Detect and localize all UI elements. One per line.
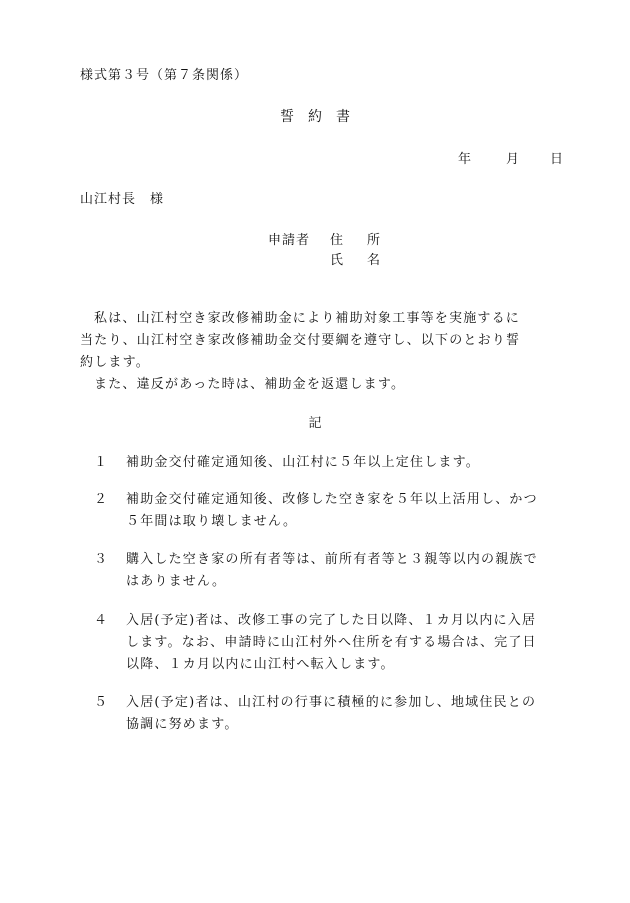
pledge-line-1: 私は、山江村空き家改修補助金により補助対象工事等を実施するに (94, 311, 521, 326)
item-line: します。なお、申請時に山江村外へ住所を有する場合は、完了日 (126, 635, 537, 650)
list-item (94, 549, 584, 593)
address-label: 住所 (330, 233, 405, 248)
date-day-label: 日 (550, 152, 564, 167)
ki-heading: 記 (308, 416, 322, 431)
item-line: 以降、１カ月以内に山江村へ転入します。 (126, 657, 395, 672)
applicant-label: 申請者 (268, 233, 311, 248)
date-year-label: 年 (458, 152, 472, 167)
item-line: 入居(予定)者は、山江村の行事に積極的に参加し、地域住民との (126, 695, 537, 710)
item-line: 購入した空き家の所有者等は、前所有者等と３親等以内の親族で (126, 552, 538, 567)
form-number: 様式第３号（第７条関係） (80, 68, 249, 83)
addressee: 山江村長 様 (80, 192, 165, 207)
name-label: 氏名 (330, 253, 405, 268)
list-item (94, 452, 584, 474)
item-number: ２ (94, 492, 109, 507)
item-number: ３ (94, 552, 109, 567)
pledge-line-3: 約します。 (80, 355, 150, 370)
document-title: 誓約書 (280, 109, 364, 125)
item-line: ５年間は取り壊しません。 (126, 514, 298, 529)
item-number: １ (94, 455, 109, 470)
date-month-label: 月 (506, 152, 520, 167)
pledge-line-2: 当たり、山江村空き家改修補助金交付要綱を遵守し、以下のとおり誓 (80, 333, 521, 348)
item-line: 協調に努めます。 (126, 717, 239, 732)
pledge-body (80, 308, 580, 396)
item-number: ５ (94, 695, 109, 710)
list-item (94, 692, 584, 736)
item-line: 補助金交付確定通知後、山江村に５年以上定住します。 (126, 455, 480, 470)
list-item (94, 610, 584, 676)
item-line: 補助金交付確定通知後、改修した空き家を５年以上活用し、かつ (126, 492, 538, 507)
list-item (94, 489, 584, 533)
item-number: ４ (94, 613, 109, 628)
item-line: 入居(予定)者は、改修工事の完了した日以降、１カ月以内に入居 (126, 613, 537, 628)
item-line: はありません。 (126, 574, 227, 589)
pledge-refund-line: また、違反があった時は、補助金を返還します。 (94, 377, 406, 392)
